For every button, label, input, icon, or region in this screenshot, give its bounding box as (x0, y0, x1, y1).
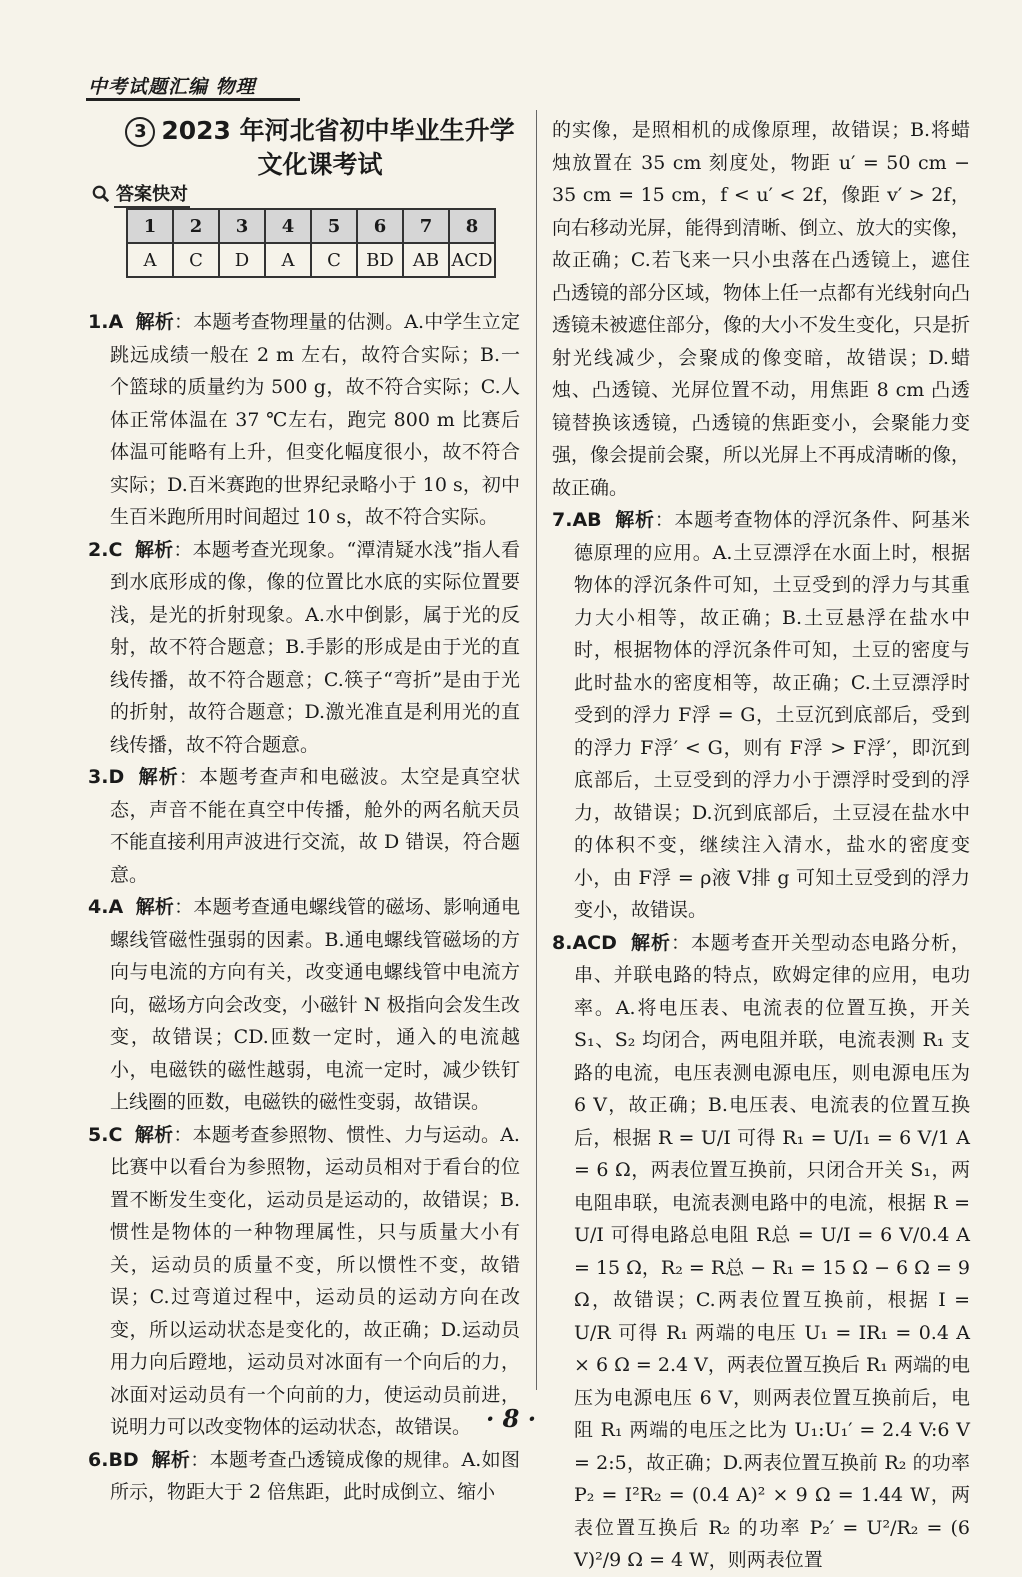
question-number: 1 (127, 209, 173, 243)
answer-cell: AB (403, 243, 449, 277)
answer-cell: A (127, 243, 173, 277)
exam-title (100, 114, 540, 182)
item-text: ：本题考查物体的浮沉条件、阿基米德原理的应用。A.土豆漂浮在水面上时，根据物体的浮沉条件可知，土豆受到的浮力与其重力大小相等，故正确；B.土豆悬浮在盐水中时，根据物体的浮沉条件可知，土豆的密度与此时盐水的密度相等，故正确；C.土豆漂浮时受到的浮力 F浮 = G，土豆沉到底部后，受到的浮力 F浮′ < G，则有 F浮 > F浮′，即沉到底部后，土豆受到的浮力小于漂浮时受到的浮力，故错误；D.沉到底部后，土豆浸在盐水中的体积不变，继续注入清水，盐水的密度变小，由 F浮 = ρ液 V排 g 可知土豆受到的浮力变小，故错误。 (574, 509, 970, 921)
item-number: 2.C (88, 538, 123, 561)
item-text: ：本题考查凸透镜成像的规律。A.如图所示，物距大于 2 倍焦距，此时成倒立、缩小 (110, 1448, 520, 1503)
question-number: 4 (265, 209, 311, 243)
solution-continuation (552, 114, 970, 504)
question-number: 8 (449, 209, 495, 243)
header-rule (86, 98, 300, 101)
solution-item (88, 891, 520, 1119)
running-header: 中考试题汇编 物理 (88, 76, 256, 98)
solution-item (88, 1119, 520, 1444)
item-number: 3.D (88, 766, 125, 788)
item-text: ：本题考查光现象。“潭清疑水浅”指人看到水底形成的像，像的位置比水底的实际位置要浅，是光的折射现象。A.水中倒影，属于光的反射，故不符合题意；B.手影的形成是由于光的直线传播，故不符合题意；C.筷子“弯折”是由于光的折射，故符合题意；D.激光准直是利用光的直线传播，故不符合题意。 (110, 538, 520, 756)
analysis-label: 解析 (151, 1448, 191, 1471)
question-number: 7 (403, 209, 449, 243)
analysis-label: 解析 (134, 1123, 174, 1146)
question-number: 2 (173, 209, 219, 243)
question-number: 3 (219, 209, 265, 243)
item-text: ：本题考查声和电磁波。太空是真空状态，声音不能在真空中传播，舱外的两名航天员不能直接利用声波进行交流，故 D 错误，符合题意。 (110, 766, 520, 886)
item-text: ：本题考查物理量的估测。A.中学生立定跳远成绩一般在 2 m 左右，故符合实际；B.一个篮球的质量约为 500 g，故不符合实际；C.人体正常体温在 37 ℃左右，跑完 800 m 比赛后体温可能略有上升，但变化幅度很小，故不符合实际；D.百米赛跑的世界纪录略小于 10 s，初中生百米跑所用时间超过 10 s，故不符合实际。 (110, 311, 520, 528)
item-number: 4.A (88, 896, 124, 918)
analysis-label: 解析 (138, 766, 179, 788)
item-text: ：本题考查开关型动态电路分析，串、并联电路的特点，欧姆定律的应用，电功率。A.将电压表、电流表的位置互换，开关 S₁、S₂ 均闭合，两电阻并联，电流表测 R₁ 支路的电流，电压表测电源电压，则电源电压为 6 V，故正确；B.电压表、电流表的位置互换后，根据 R = U/I 可得 R₁ = U/I₁ = 6 V/1 A = 6 Ω，两表位置互换前，只闭合开关 S₁，两电阻串联，电流表测电路中的电流，根据 R = U/I 可得电路总电阻 R总 = U/I = 6 V/0.4 A = 15 Ω，R₂ = R总 − R₁ = 15 Ω − 6 Ω = 9 Ω，故错误；C.两表位置互换前，根据 I = U/R 可得 R₁ 两端的电压 U₁ = IR₁ = 0.4 A × 6 Ω = 2.4 V，两表位置互换后 R₁ 两端的电压为电源电压 6 V，则两表位置互换前后，电阻 R₁ 两端的电压之比为 U₁:U₁′ = 2.4 V:6 V = 2:5，故正确；D.两表位置互换前 R₂ 的功率 P₂ = I²R₂ = (0.4 A)² × 9 Ω = 1.44 W，两表位置互换后 R₂ 的功率 P₂′ = U²/R₂ = (6 V)²/9 Ω = 4 W，则两表位置 (574, 931, 971, 1571)
solution-item (88, 761, 520, 891)
solution-item (552, 927, 970, 1577)
item-text: 的实像，是照相机的成像原理，故错误；B.将蜡烛放置在 35 cm 刻度处，物距 u′ = 50 cm − 35 cm = 15 cm，f < u′ < 2f，像距 v′ > 2f，向右移动光屏，能得到清晰、倒立、放大的实像，故正确；C.若飞来一只小虫落在凸透镜上，遮住凸透镜的部分区域，物体上任一点都有光线射向凸透镜未被遮住部分，像的大小不发生变化，只是折射光线减少，会聚成的像变暗，故错误；D.蜡烛、凸透镜、光屏位置不动，用焦距 8 cm 凸透镜替换该透镜，凸透镜的焦距变小，会聚能力变强，像会提前会聚，所以光屏上不再成清晰的像，故正确。 (552, 119, 971, 499)
analysis-label: 解析 (630, 931, 671, 954)
solution-item (88, 1444, 520, 1509)
quick-answers-label: 答案快对 (114, 180, 190, 208)
analysis-label: 解析 (135, 896, 175, 918)
magnifier-icon (92, 185, 110, 203)
answer-cell: C (173, 243, 219, 277)
question-number: 5 (311, 209, 357, 243)
page-number: · 8 · (485, 1404, 537, 1433)
question-number: 6 (357, 209, 403, 243)
right-column (552, 114, 970, 1577)
analysis-label: 解析 (134, 538, 174, 561)
item-number: 7.AB (552, 509, 602, 531)
answer-cell: BD (357, 243, 403, 277)
solution-item (88, 534, 520, 762)
left-column (88, 306, 520, 1509)
title-line-2: 文化课考试 (257, 150, 383, 179)
title-circled-number: 3 (125, 117, 155, 147)
answer-cell: D (219, 243, 265, 277)
answer-table (126, 208, 496, 278)
solution-item (552, 504, 970, 927)
title-line-1: 2023 年河北省初中毕业生升学 (161, 116, 515, 145)
item-text: ：本题考查参照物、惯性、力与运动。A.比赛中以看台为参照物，运动员相对于看台的位置不断发生变化，运动员是运动的，故错误；B.惯性是物体的一种物理属性，只与质量大小有关，运动员的质量不变，所以惯性不变，故错误；C.过弯道过程中，运动员的运动方向在改变，所以运动状态是变化的，故正确；D.运动员用力向后蹬地，运动员对冰面有一个向后的力，冰面对运动员有一个向前的力，使运动员前进，说明力可以改变物体的运动状态，故错误。 (110, 1123, 520, 1438)
answer-table-numbers-row (127, 209, 495, 243)
column-divider (536, 110, 537, 1390)
answer-cell: C (311, 243, 357, 277)
item-number: 6.BD (88, 1448, 139, 1471)
item-number: 1.A (88, 311, 124, 333)
item-number: 5.C (88, 1123, 123, 1146)
answer-cell: ACD (449, 243, 495, 277)
item-number: 8.ACD (552, 931, 617, 954)
analysis-label: 解析 (615, 509, 655, 531)
answer-cell: A (265, 243, 311, 277)
analysis-label: 解析 (135, 311, 175, 333)
item-text: ：本题考查通电螺线管的磁场、影响通电螺线管磁性强弱的因素。B.通电螺线管磁场的方向与电流的方向有关，改变通电螺线管中电流方向，磁场方向会改变，小磁针 N 极指向会发生改变，故错误；CD.匝数一定时，通入的电流越小，电磁铁的磁性越弱，电流一定时，减少铁钉上线圈的匝数，电磁铁的磁性变弱，故错误。 (110, 896, 520, 1113)
quick-answers-heading (92, 180, 190, 208)
solution-item (88, 306, 520, 534)
answer-table-answers-row (127, 243, 495, 277)
